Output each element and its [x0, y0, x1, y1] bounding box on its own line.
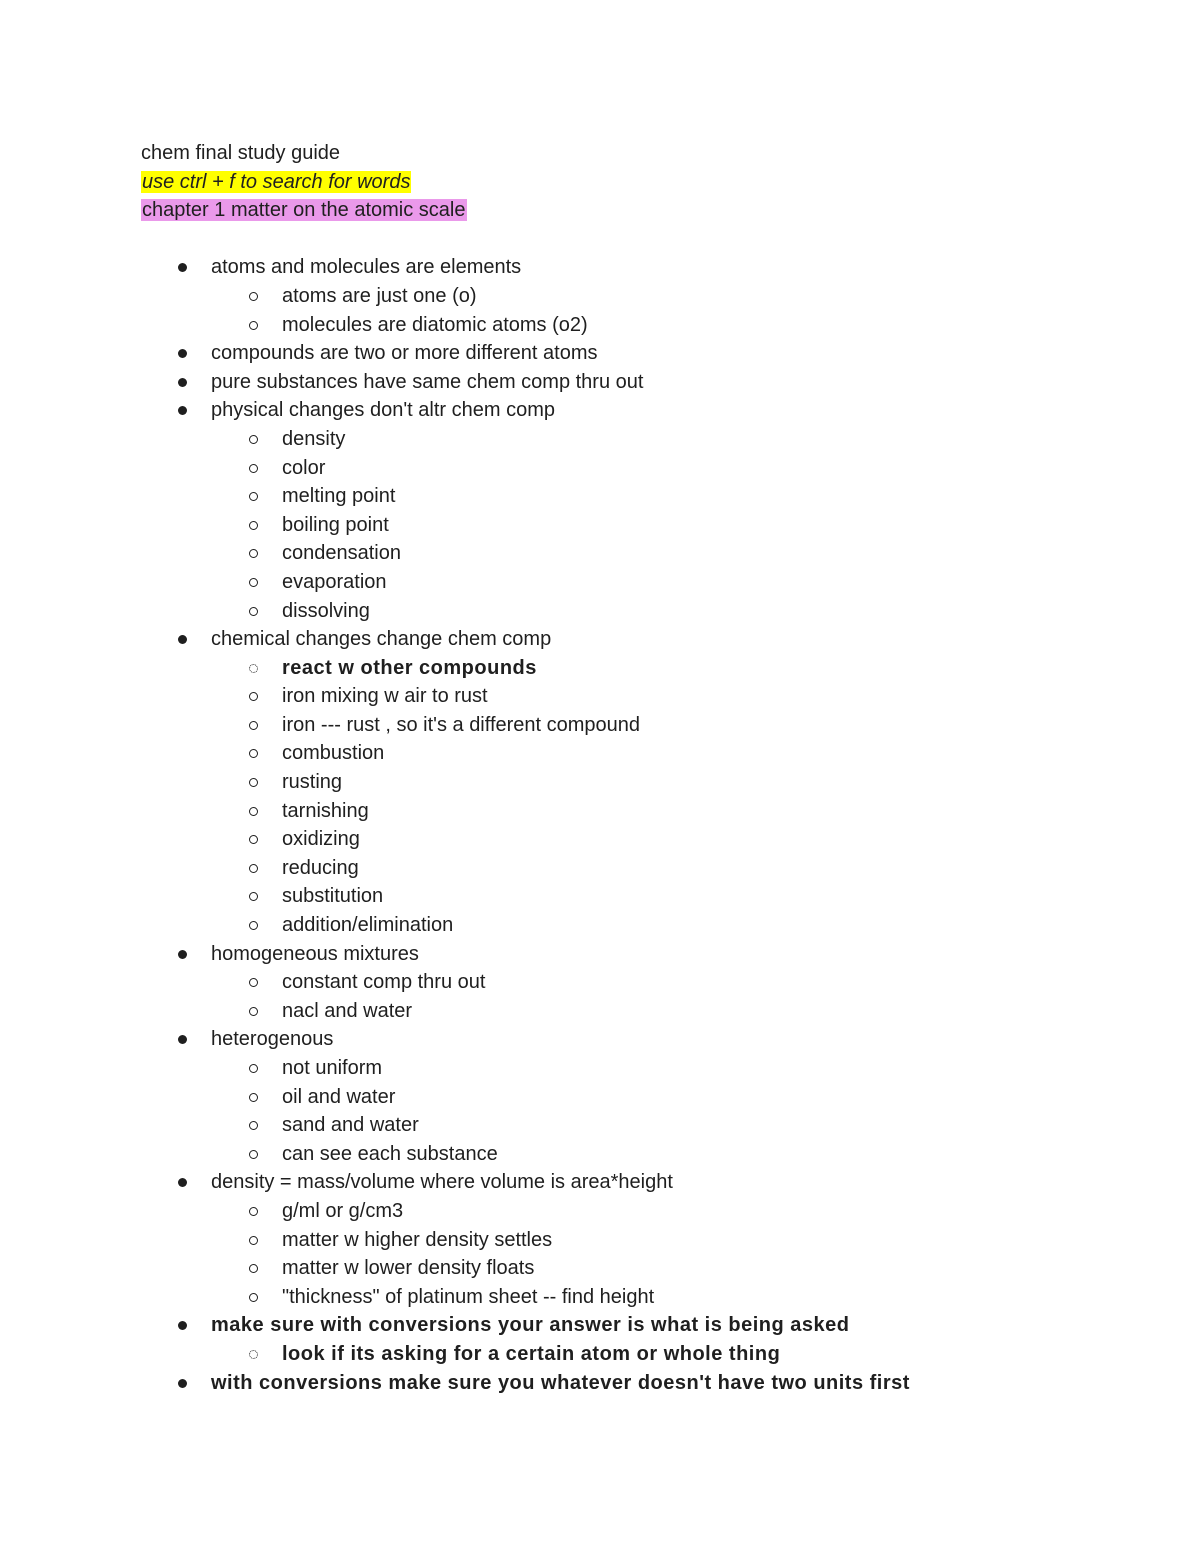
hollow-bullet-icon	[249, 778, 258, 787]
list-item-text: physical changes don't altr chem comp	[211, 399, 555, 422]
list-item-text: make sure with conversions your answer is what is being asked	[211, 1314, 850, 1337]
hollow-bullet-icon	[249, 1093, 258, 1102]
list-item-text: sand and water	[282, 1114, 419, 1137]
list-item-text: matter w lower density floats	[282, 1257, 535, 1280]
list-item-text: rusting	[282, 771, 343, 794]
search-tip-line	[141, 168, 1101, 197]
sub-list-item	[141, 882, 1101, 911]
list-item-text: iron mixing w air to rust	[282, 685, 488, 708]
sub-list-item	[141, 739, 1101, 768]
sub-list-item	[141, 454, 1101, 483]
list-item-text: constant comp thru out	[282, 971, 486, 994]
list-item-text: oxidizing	[282, 828, 360, 851]
hollow-bullet-icon	[249, 464, 258, 473]
list-item-text: dissolving	[282, 599, 370, 622]
hollow-bullet-icon	[249, 607, 258, 616]
sub-list-item	[141, 797, 1101, 826]
list-item	[141, 396, 1101, 425]
sub-list-item	[141, 997, 1101, 1026]
list-item	[141, 625, 1101, 654]
hollow-bullet-icon	[249, 749, 258, 758]
hollow-bullet-icon	[249, 492, 258, 501]
list-item-text: melting point	[282, 485, 396, 508]
hollow-bullet-icon	[249, 835, 258, 844]
hollow-bullet-icon	[249, 1236, 258, 1245]
hollow-bullet-icon	[249, 321, 258, 330]
filled-bullet-icon	[178, 1321, 187, 1330]
list-item-text: compounds are two or more different atoms	[211, 342, 598, 365]
study-list	[141, 253, 1101, 1397]
hollow-bullet-icon	[249, 892, 258, 901]
sub-list-item	[141, 711, 1101, 740]
list-item-text: oil and water	[282, 1085, 396, 1108]
sub-list-item	[141, 482, 1101, 511]
hollow-bullet-icon	[249, 1207, 258, 1216]
sub-list-item	[141, 597, 1101, 626]
document-title-line	[141, 139, 1101, 168]
list-item-text: can see each substance	[282, 1142, 498, 1165]
sub-list-item	[141, 539, 1101, 568]
list-item-text: heterogenous	[211, 1028, 334, 1051]
list-item-text: tarnishing	[282, 799, 369, 822]
hollow-bullet-icon	[249, 521, 258, 530]
spacer	[141, 225, 1101, 254]
list-item	[141, 253, 1101, 282]
sub-list-item	[141, 1083, 1101, 1112]
list-item-text: nacl and water	[282, 999, 413, 1022]
sub-list-item	[141, 854, 1101, 883]
filled-bullet-icon	[178, 950, 187, 959]
list-item-text: g/ml or g/cm3	[282, 1199, 404, 1222]
list-item	[141, 339, 1101, 368]
list-item-text: combustion	[282, 742, 385, 765]
sub-list-item	[141, 568, 1101, 597]
list-item-text: density	[282, 427, 346, 450]
sub-list-item	[141, 1111, 1101, 1140]
hollow-bullet-icon	[249, 1264, 258, 1273]
list-item-text: "thickness" of platinum sheet -- find height	[282, 1285, 655, 1308]
sub-list-item	[141, 1254, 1101, 1283]
list-item-text: react w other compounds	[282, 656, 537, 679]
list-item-text: homogeneous mixtures	[211, 942, 419, 965]
list-item-text: iron --- rust , so it's a different compound	[282, 713, 641, 736]
sub-list-item	[141, 511, 1101, 540]
sub-list-item	[141, 825, 1101, 854]
list-item	[141, 940, 1101, 969]
chapter-heading: chapter 1 matter on the atomic scale	[142, 199, 466, 222]
list-item-text: not uniform	[282, 1057, 383, 1079]
sub-list-item	[141, 1054, 1101, 1083]
hollow-bullet-icon	[249, 292, 258, 301]
sub-list-item	[141, 968, 1101, 997]
chapter-heading-line	[141, 196, 1101, 225]
list-item-text: reducing	[282, 856, 359, 879]
hollow-bullet-icon	[249, 921, 258, 930]
sub-list-item	[141, 311, 1101, 340]
hollow-bullet-icon	[249, 1121, 258, 1130]
sub-list-item	[141, 682, 1101, 711]
list-item-text: atoms and molecules are elements	[211, 256, 522, 279]
filled-bullet-icon	[178, 378, 187, 387]
list-item-text: molecules are diatomic atoms (o2)	[282, 313, 588, 336]
search-tip: use ctrl + f to search for words	[142, 170, 411, 193]
hollow-bullet-icon	[249, 1007, 258, 1016]
document-title: chem final study guide	[141, 142, 341, 164]
list-item-text: boiling point	[282, 513, 389, 536]
list-item-text: addition/elimination	[282, 914, 454, 937]
list-item	[141, 1168, 1101, 1197]
hollow-bullet-icon	[249, 721, 258, 730]
sub-list-item	[141, 1226, 1101, 1255]
list-item-text: color	[282, 456, 326, 479]
list-item-text: pure substances have same chem comp thru out	[211, 370, 644, 393]
list-item-text: look if its asking for a certain atom or whole thing	[282, 1342, 781, 1365]
document-body	[141, 139, 1101, 1397]
list-item	[141, 1369, 1101, 1398]
hollow-bullet-icon	[249, 807, 258, 816]
filled-bullet-icon	[178, 635, 187, 644]
hollow-bullet-icon	[249, 978, 258, 987]
sub-list-item	[141, 425, 1101, 454]
sub-list-item	[141, 1340, 1101, 1369]
sub-list-item	[141, 1283, 1101, 1312]
filled-bullet-icon	[178, 1178, 187, 1187]
list-item	[141, 1311, 1101, 1340]
sub-list-item	[141, 282, 1101, 311]
hollow-bullet-icon	[249, 1293, 258, 1302]
list-item-text: matter w higher density settles	[282, 1228, 553, 1251]
list-item-text: atoms are just one (o)	[282, 284, 477, 307]
filled-bullet-icon	[178, 406, 187, 415]
hollow-bullet-icon	[249, 864, 258, 873]
hollow-bullet-icon	[249, 549, 258, 558]
hollow-bullet-icon	[249, 692, 258, 701]
list-item-text: evaporation	[282, 570, 387, 593]
list-item	[141, 1025, 1101, 1054]
sub-list-item	[141, 654, 1101, 683]
hollow-bullet-icon	[249, 578, 258, 587]
filled-bullet-icon	[178, 1035, 187, 1044]
hollow-bullet-icon	[249, 1064, 258, 1073]
hollow-bullet-icon	[249, 1150, 258, 1159]
sub-list-item	[141, 911, 1101, 940]
list-item	[141, 368, 1101, 397]
filled-bullet-icon	[178, 263, 187, 272]
hollow-bullet-icon	[249, 664, 258, 673]
filled-bullet-icon	[178, 349, 187, 358]
sub-list-item	[141, 768, 1101, 797]
hollow-bullet-icon	[249, 1350, 258, 1359]
list-item-text: condensation	[282, 542, 401, 565]
sub-list-item	[141, 1197, 1101, 1226]
filled-bullet-icon	[178, 1379, 187, 1388]
list-item-text: chemical changes change chem comp	[211, 628, 552, 651]
list-item-text: density = mass/volume where volume is area*height	[211, 1171, 673, 1194]
list-item-text: substitution	[282, 885, 384, 908]
hollow-bullet-icon	[249, 435, 258, 444]
list-item-text: with conversions make sure you whatever doesn't have two units first	[211, 1371, 910, 1394]
sub-list-item	[141, 1140, 1101, 1169]
